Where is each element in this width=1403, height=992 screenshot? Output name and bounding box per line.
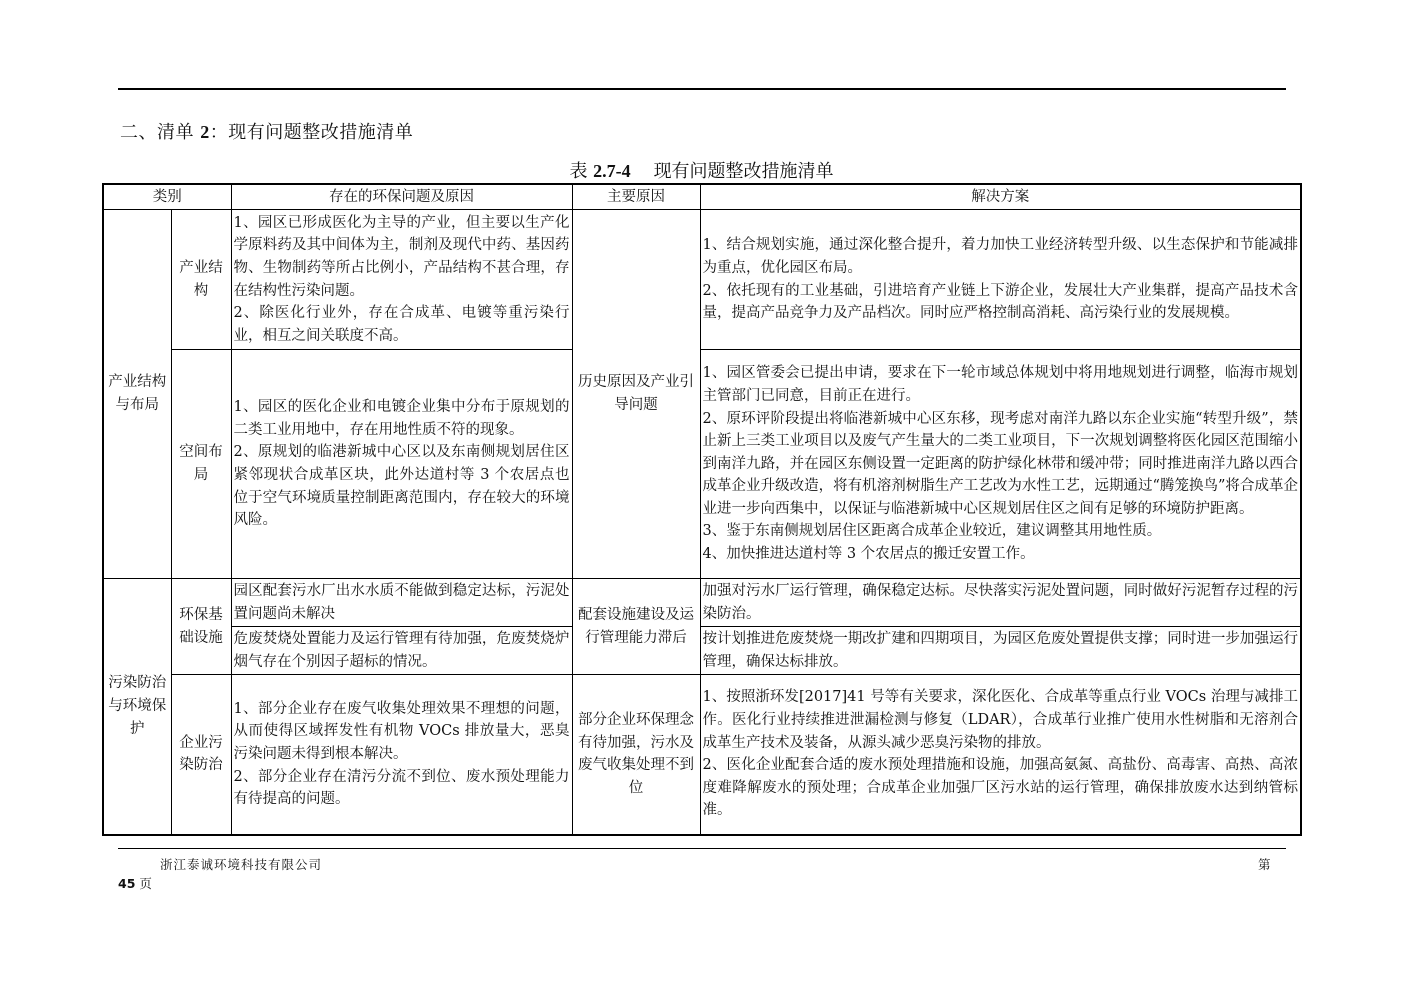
table-caption [0, 157, 1403, 183]
footer-rule [118, 848, 1286, 849]
section-number: 2 [200, 122, 210, 142]
section-title: ：现有问题整改措施清单 [209, 122, 414, 143]
problem-cell: 危废焚烧处置能力及运行管理有待加强，危废焚烧炉烟气存在个别因子超标的情况。 [231, 627, 572, 675]
table-row [103, 350, 1301, 579]
footer-page-prefix: 第 [1258, 857, 1271, 872]
subcategory-cell: 环保基础设施 [171, 579, 231, 675]
header-solutions: 解决方案 [700, 184, 1301, 210]
solution-cell: 1、园区管委会已提出申请，要求在下一轮市域总体规划中将用地规划进行调整，临海市规划主管部门已同意，目前正在进行。 2、原环评阶段提出将临港新城中心区东移，现考虑对南洋九路以东企业实施“转型升级”，禁止新上三类工业项目以及废气产生量大的二类工业项目，下一次规划调整将医化园区范围缩小到南洋九路，并在园区东侧设置一定距离的防护绿化林带和缓冲带；同时推进南洋九路以西合成革企业升级改造，将有机溶剂树脂生产工艺改为水性工艺，远期通过“腾笼换鸟”将合成革企业进一步向西集中，以保证与临港新城中心区规划居住区之间有足够的环境防护距离。 3、鉴于东南侧规划居住区距离合成革企业较近，建议调整其用地性质。 4、加快推进达道村等 3 个农居点的搬迁安置工作。 [700, 350, 1301, 579]
problem-cell: 1、园区已形成医化为主导的产业，但主要以生产化学原料药及其中间体为主，制剂及现代中药、基因药物、生物制药等所占比例小，产品结构不甚合理，存在结构性污染问题。 2、除医化行业外，存在合成革、电镀等重污染行业，相互之间关联度不高。 [231, 210, 572, 350]
cause-cell: 配套设施建设及运行管理能力滞后 [572, 579, 700, 675]
footer-page-number [118, 874, 152, 892]
measures-table [102, 183, 1302, 836]
header-category: 类别 [103, 184, 231, 210]
category-cell: 产业结构与布局 [103, 210, 171, 579]
header-causes: 主要原因 [572, 184, 700, 210]
cause-cell: 部分企业环保理念有待加强，污水及废气收集处理不到位 [572, 675, 700, 835]
table-row [103, 675, 1301, 835]
solution-cell: 按计划推进危废焚烧一期改扩建和四期项目，为园区危废处置提供支撑；同时进一步加强运行管理，确保达标排放。 [700, 627, 1301, 675]
page-suffix: 页 [135, 876, 152, 891]
subcategory-cell: 企业污染防治 [171, 675, 231, 835]
section-prefix: 二、清单 [120, 122, 194, 143]
table-row [103, 579, 1301, 627]
solution-cell: 1、结合规划实施，通过深化整合提升，着力加快工业经济转型升级、以生态保护和节能减排为重点，优化园区布局。 2、依托现有的工业基础，引进培育产业链上下游企业，发展壮大产业集群，提高产品技术含量，提高产品竞争力及产品档次。同时应严格控制高消耗、高污染行业的发展规模。 [700, 210, 1301, 350]
caption-label: 表 [569, 161, 588, 182]
table-header-row [103, 184, 1301, 210]
page-number: 45 [118, 876, 136, 891]
subcategory-cell: 空间布局 [171, 350, 231, 579]
header-problems: 存在的环保问题及原因 [231, 184, 572, 210]
subcategory-cell: 产业结构 [171, 210, 231, 350]
caption-title: 现有问题整改措施清单 [653, 161, 834, 182]
header-rule [118, 88, 1286, 90]
problem-cell: 1、部分企业存在废气收集处理效果不理想的问题，从而使得区域挥发性有机物 VOCs 排放量大，恶臭污染问题未得到根本解决。 2、部分企业存在清污分流不到位、废水预处理能力有待提高的问题。 [231, 675, 572, 835]
category-cell: 污染防治与环境保护 [103, 579, 171, 835]
table-row [103, 627, 1301, 675]
caption-number: 2.7-4 [593, 161, 631, 181]
table-row [103, 210, 1301, 350]
footer-company: 浙江泰诚环境科技有限公司 [160, 857, 323, 872]
problem-cell: 园区配套污水厂出水水质不能做到稳定达标，污泥处置问题尚未解决 [231, 579, 572, 627]
solution-cell: 1、按照浙环发[2017]41 号等有关要求，深化医化、合成革等重点行业 VOCs 治理与减排工作。医化行业持续推进泄漏检测与修复（LDAR），合成革行业推广使用水性树脂和无溶剂合成革生产技术及装备，从源头减少恶臭污染物的排放。 2、医化企业配套合适的废水预处理措施和设施，加强高氨氮、高盐份、高毒害、高热、高浓度难降解废水的预处理；合成革企业加强厂区污水站的运行管理，确保排放废水达到纳管标准。 [700, 675, 1301, 835]
section-heading [120, 118, 413, 144]
cause-cell: 历史原因及产业引导问题 [572, 210, 700, 579]
problem-cell: 1、园区的医化企业和电镀企业集中分布于原规划的二类工业用地中，存在用地性质不符的现象。 2、原规划的临港新城中心区以及东南侧规划居住区紧邻现状合成革区块，此外达道村等 3 个农居点也位于空气环境质量控制距离范围内，存在较大的环境风险。 [231, 350, 572, 579]
solution-cell: 加强对污水厂运行管理，确保稳定达标。尽快落实污泥处置问题，同时做好污泥暂存过程的污染防治。 [700, 579, 1301, 627]
